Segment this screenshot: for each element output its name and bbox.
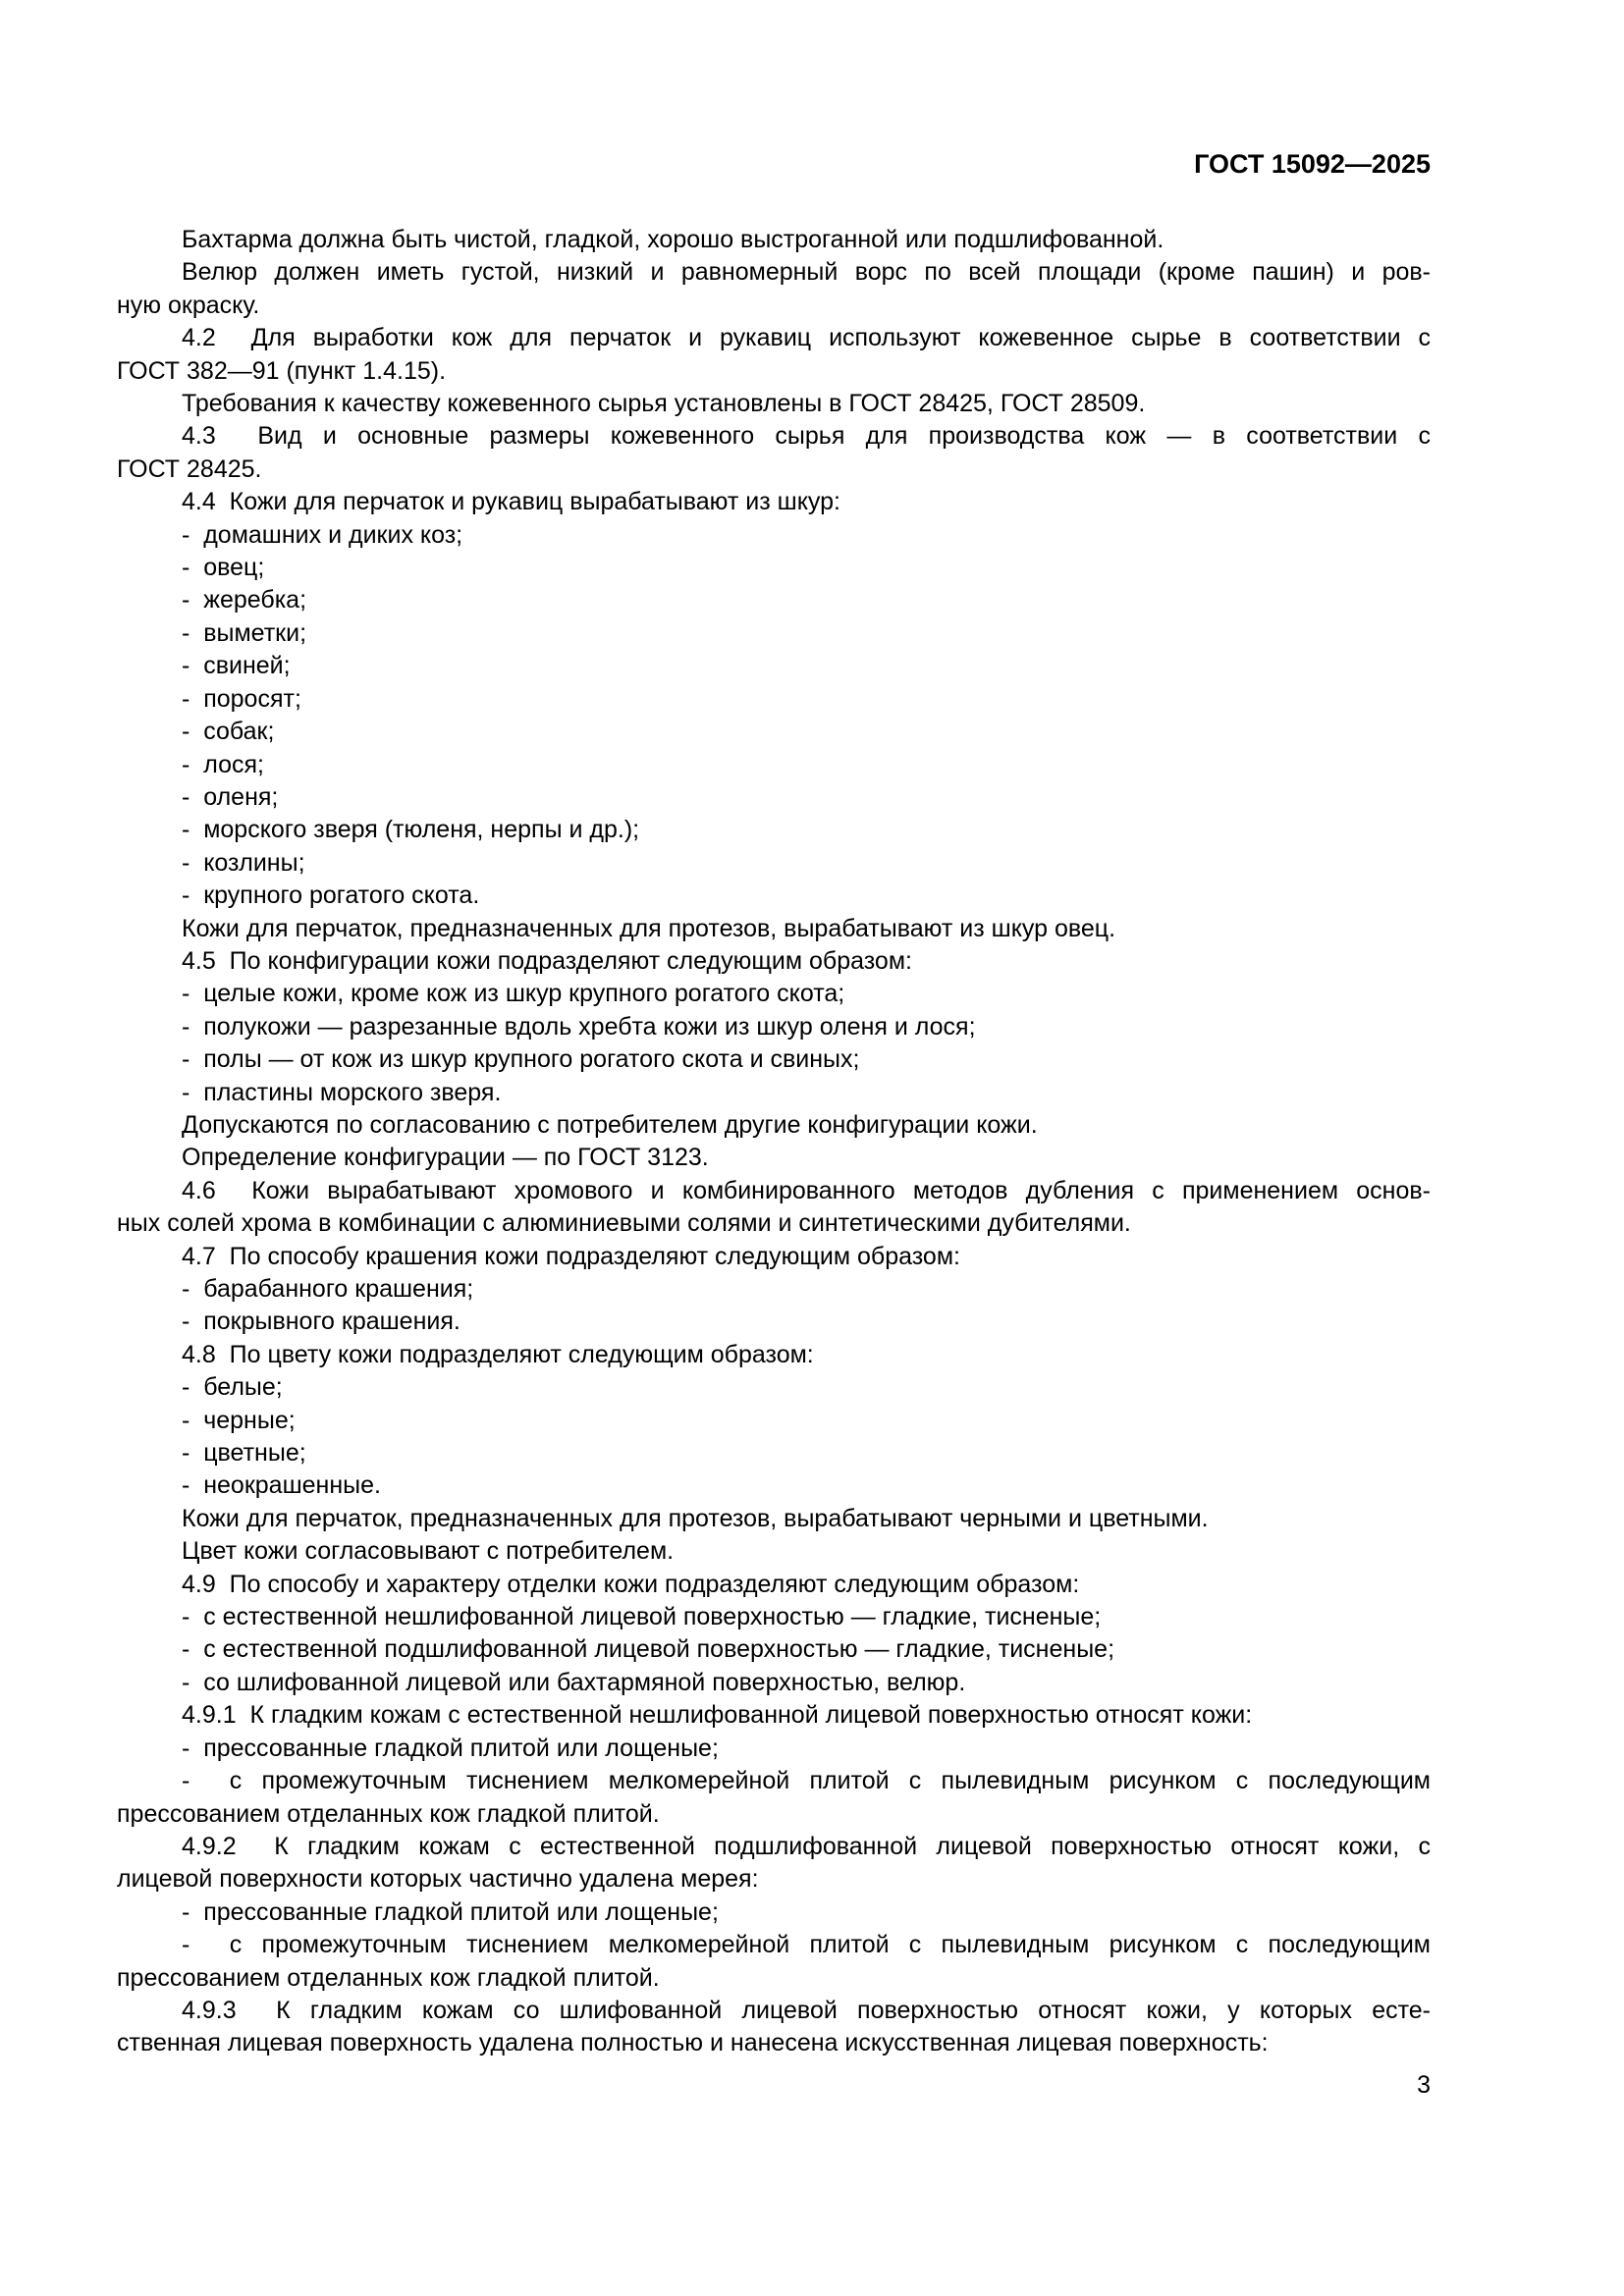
text-line: 4.5 По конфигурации кожи подразделяют следующим образом: — [182, 946, 912, 975]
text-line: - оленя; — [182, 782, 279, 811]
text-line: 4.9.3 К гладким кожам со шлифованной лицевой поверхностью относят кожи, у которых есте- — [182, 1996, 1431, 2024]
text-line: - с промежуточным тиснением мелкомерейной плитой с пылевидным рисунком с последующим — [182, 1931, 1431, 1959]
text-line: 4.2 Для выработки кож для перчаток и рукавиц используют кожевенное сырье в соответствии с — [182, 324, 1431, 352]
text-line: ГОСТ 28425. — [117, 454, 262, 483]
text-line: - собак; — [182, 718, 275, 746]
text-line: - барабанного крашения; — [182, 1275, 474, 1303]
text-line: ных солей хрома в комбинации с алюминиевыми солями и синтетическими дубителями. — [117, 1209, 1131, 1238]
text-line: Определение конфигурации — по ГОСТ 3123. — [182, 1144, 709, 1172]
text-line: Велюр должен иметь густой, низкий и равномерный ворс по всей площади (кроме пашин) и ров- — [182, 258, 1431, 287]
text-line: Допускаются по согласованию с потребителем другие конфигурации кожи. — [182, 1110, 1038, 1139]
text-line: 4.3 Вид и основные размеры кожевенного сырья для производства кож — в соответствии с — [182, 422, 1431, 451]
text-line: - пластины морского зверя. — [182, 1078, 502, 1106]
text-line: - белые; — [182, 1373, 283, 1402]
text-line: - прессованные гладкой плитой или лощеные; — [182, 1897, 719, 1926]
text-line: - цветные; — [182, 1439, 306, 1468]
text-line: - целые кожи, кроме кож из шкур крупного рогатого скота; — [182, 980, 845, 1008]
text-line: Требования к качеству кожевенного сырья установлены в ГОСТ 28425, ГОСТ 28509. — [182, 390, 1146, 418]
text-line: - с промежуточным тиснением мелкомерейной плитой с пылевидным рисунком с последующим — [182, 1767, 1431, 1795]
text-line: - со шлифованной лицевой или бахтармяной поверхностью, велюр. — [182, 1668, 966, 1696]
text-line: - с естественной подшлифованной лицевой поверхностью — гладкие, тисненые; — [182, 1635, 1115, 1664]
text-line: ГОСТ 382—91 (пункт 1.4.15). — [117, 356, 447, 385]
text-line: прессованием отделанных кож гладкой плитой. — [117, 1963, 660, 1992]
page-number: 3 — [1417, 2071, 1431, 2099]
text-line: - домашних и диких коз; — [182, 520, 463, 549]
text-line: - неокрашенные. — [182, 1471, 381, 1500]
text-line: - черные; — [182, 1406, 296, 1434]
text-line: - морского зверя (тюленя, нерпы и др.); — [182, 816, 640, 844]
text-line: Бахтарма должна быть чистой, гладкой, хорошо выстроганной или подшлифованной. — [182, 226, 1164, 253]
text-line: - лося; — [182, 750, 264, 778]
text-line: - с естественной нешлифованной лицевой поверхностью — гладкие, тисненые; — [182, 1603, 1102, 1631]
text-line: - овец; — [182, 554, 265, 582]
text-line: 4.7 По способу крашения кожи подразделяют следующим образом: — [182, 1242, 960, 1270]
text-line: - жеребка; — [182, 586, 307, 614]
document-header: ГОСТ 15092—2025 — [1194, 149, 1431, 179]
text-line: 4.9.1 К гладким кожам с естественной нешлифованной лицевой поверхностью относят кожи: — [182, 1701, 1253, 1730]
document-body — [117, 224, 1431, 2060]
text-line: - свиней; — [182, 652, 291, 680]
text-line: - поросят; — [182, 684, 301, 713]
text-line: - полы — от кож из шкур крупного рогатого скота и свиных; — [182, 1045, 860, 1074]
text-line: Кожи для перчаток, предназначенных для протезов, вырабатывают черными и цветными. — [182, 1504, 1209, 1532]
text-line: - прессованные гладкой плитой или лощеные; — [182, 1734, 719, 1762]
text-line: - крупного рогатого скота. — [182, 881, 480, 910]
text-line: - выметки; — [182, 618, 307, 647]
text-line: Цвет кожи согласовывают с потребителем. — [182, 1537, 675, 1566]
text-line: 4.6 Кожи вырабатывают хромового и комбинированного методов дубления с применением основ- — [182, 1176, 1431, 1204]
text-line: - покрывного крашения. — [182, 1308, 460, 1336]
text-line: лицевой поверхности которых частично удалена мерея: — [117, 1865, 759, 1894]
text-line: 4.9 По способу и характеру отделки кожи подразделяют следующим образом: — [182, 1570, 1080, 1598]
text-line: ную окраску. — [117, 291, 260, 319]
text-line: Кожи для перчаток, предназначенных для протезов, вырабатывают из шкур овец. — [182, 914, 1116, 942]
text-line: 4.4 Кожи для перчаток и рукавиц вырабатывают из шкур: — [182, 488, 840, 516]
text-line: - полукожи — разрезанные вдоль хребта кожи из шкур оленя и лося; — [182, 1012, 976, 1041]
text-line: прессованием отделанных кож гладкой плитой. — [117, 1799, 660, 1828]
text-line: 4.8 По цвету кожи подразделяют следующим образом: — [182, 1340, 814, 1368]
text-line: - козлины; — [182, 848, 305, 877]
text-line: ственная лицевая поверхность удалена полностью и нанесена искусственная лицевая поверхность: — [117, 2029, 1269, 2057]
text-line: 4.9.2 К гладким кожам с естественной подшлифованной лицевой поверхностью относят кожи, с — [182, 1832, 1431, 1860]
